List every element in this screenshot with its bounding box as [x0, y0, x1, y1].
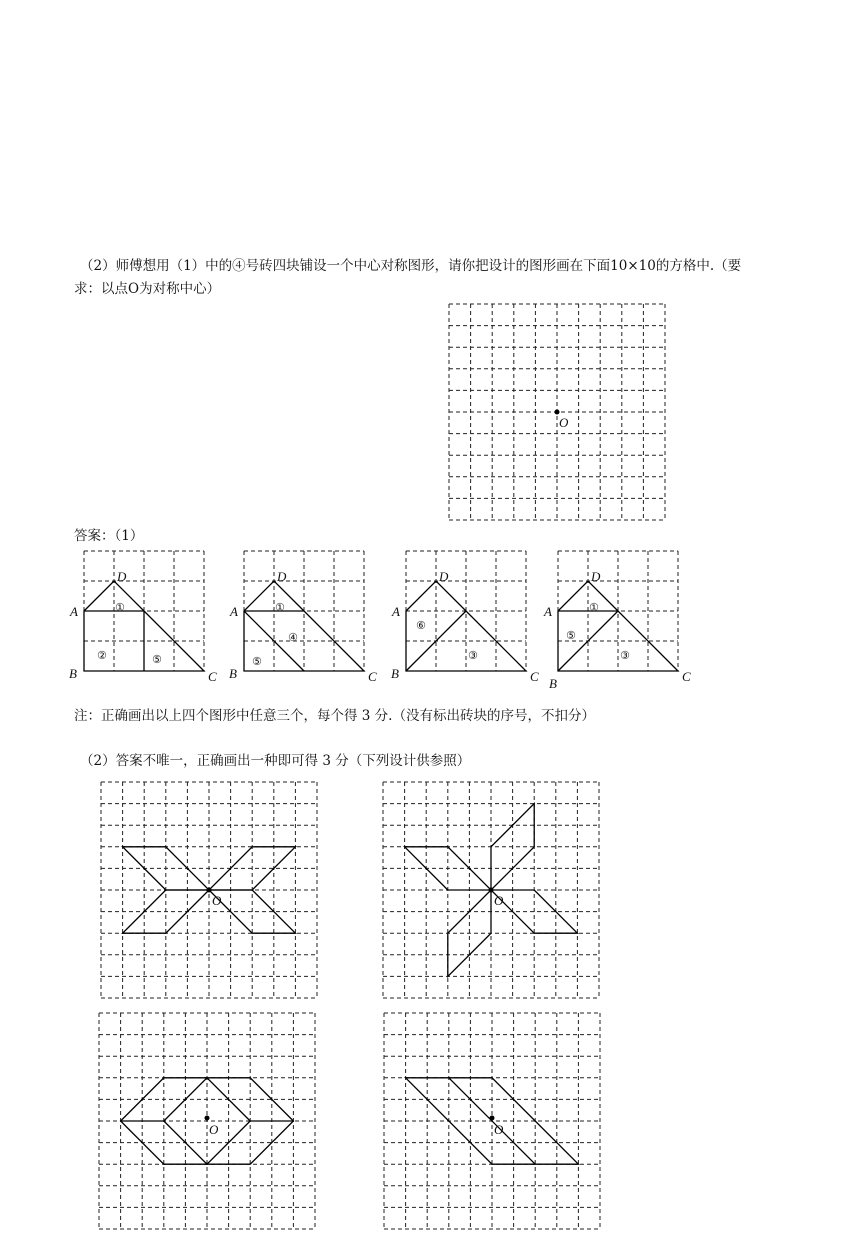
answer-1-figure-1 [66, 548, 226, 686]
center-point-o [489, 888, 494, 893]
answer-2-grid-2 [383, 782, 603, 1002]
answer-1-figure-4 [540, 548, 700, 690]
label-o: O [209, 1122, 219, 1137]
tile-number-2: ② [97, 649, 107, 662]
label-d: D [117, 569, 127, 584]
tile-number-6: ⑥ [416, 619, 426, 632]
label-c: C [530, 669, 539, 684]
answer-2-grid-3 [99, 1013, 319, 1233]
tile-number-5: ⑤ [566, 629, 576, 642]
label-b: B [549, 676, 557, 691]
label-c: C [368, 669, 377, 684]
center-point-o [205, 1116, 210, 1121]
label-b: B [391, 666, 399, 681]
answer-2-grid-4 [384, 1013, 604, 1233]
empty-grid-10x10 [449, 304, 669, 524]
label-a: A [392, 604, 400, 619]
tile-number-4: ④ [288, 631, 298, 644]
answer-2-grid-1 [101, 782, 321, 1002]
label-d: D [591, 569, 601, 584]
label-o: O [494, 1122, 504, 1137]
label-o: O [212, 893, 222, 908]
label-o: O [494, 893, 504, 908]
tile-number-5: ⑤ [152, 653, 162, 666]
label-a: A [230, 604, 238, 619]
tile-number-3: ③ [620, 649, 630, 662]
question-2-line-1: （2）师傅想用（1）中的④号砖四块铺设一个中心对称图形，请你把设计的图形画在下面10×10的方格中.（要 [80, 258, 742, 274]
label-b: B [69, 666, 77, 681]
label-a: A [70, 604, 78, 619]
label-c: C [682, 669, 691, 684]
label-o: O [559, 415, 569, 430]
center-point-o [555, 410, 560, 415]
label-b: B [229, 666, 237, 681]
center-point-o [207, 888, 212, 893]
answer-1-figure-3 [388, 548, 548, 686]
answer-1-figure-2 [226, 548, 386, 686]
answer-2-heading: （2）答案不唯一，正确画出一种即可得 3 分（下列设计供参照） [80, 753, 471, 769]
tile-number-1: ① [275, 601, 285, 614]
label-a: A [544, 604, 552, 619]
label-c: C [208, 669, 217, 684]
question-2-line-2: 求：以点O为对称中心） [74, 281, 221, 297]
center-point-o [490, 1116, 495, 1121]
tile-number-5: ⑤ [252, 655, 262, 668]
tile-number-1: ① [589, 601, 599, 614]
tile-number-3: ③ [468, 649, 478, 662]
answer-1-heading: 答案：（1） [74, 528, 144, 544]
label-d: D [439, 569, 449, 584]
tile-number-1: ① [115, 601, 125, 614]
scoring-note: 注：正确画出以上四个图形中任意三个，每个得 3 分.（没有标出砖块的序号，不扣分） [74, 708, 595, 724]
label-d: D [277, 569, 287, 584]
